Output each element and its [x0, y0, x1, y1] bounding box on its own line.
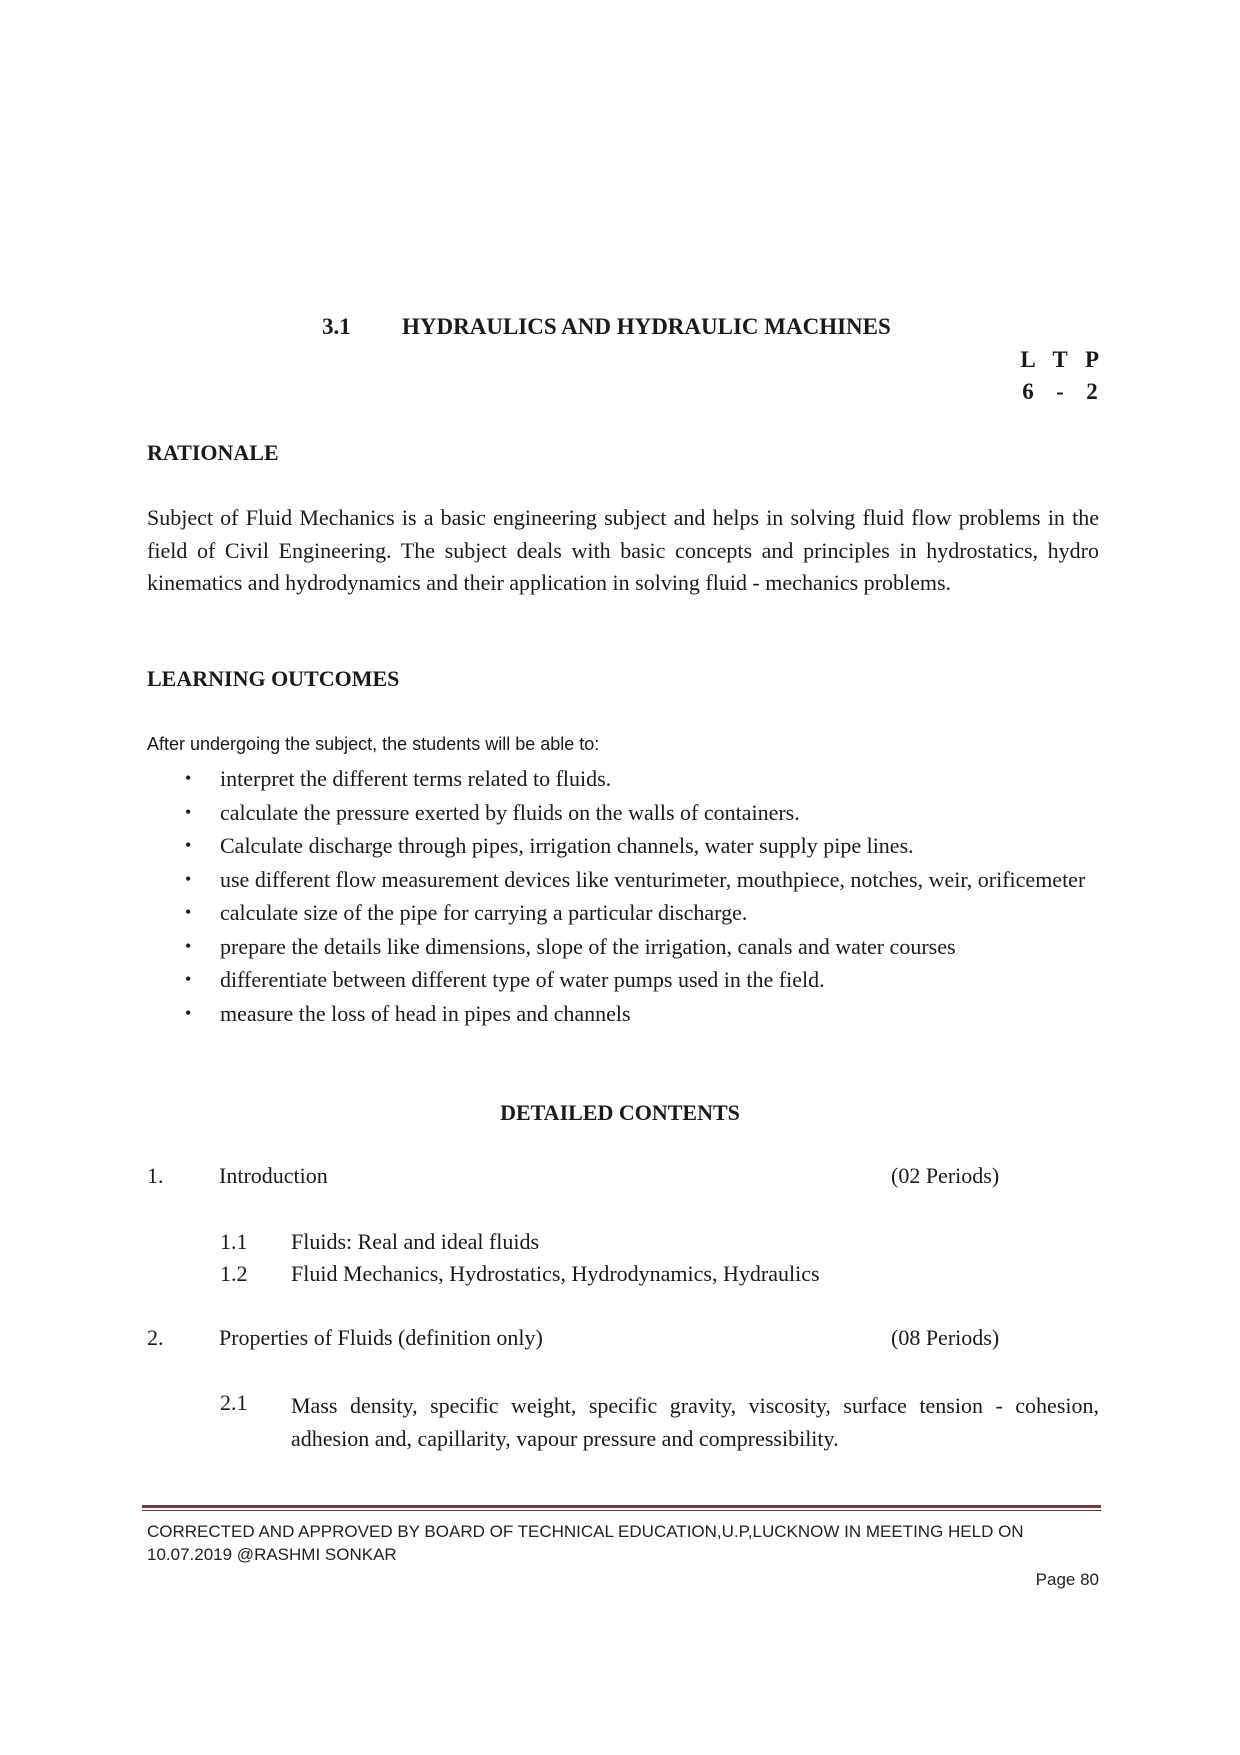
page-title — [322, 314, 891, 340]
bullet-icon: • — [185, 835, 192, 855]
bullet-icon: • — [185, 969, 192, 989]
bullet-icon: • — [185, 1002, 192, 1023]
outcome-text: interpret the different terms related to fluids. — [220, 766, 612, 791]
list-item — [147, 829, 1099, 863]
ltp-value-l: 6 — [1022, 379, 1034, 404]
footer-divider — [142, 1505, 1101, 1508]
footer-note — [147, 1520, 1099, 1566]
list-item — [147, 796, 1099, 830]
section-periods: (02 Periods) — [891, 1163, 1000, 1188]
subsection-number: 1.1 — [220, 1229, 248, 1254]
section-title: Properties of Fluids (definition only) — [219, 1325, 543, 1350]
section-title: Introduction — [219, 1163, 328, 1188]
ltp-value-row — [1012, 376, 1108, 408]
outcome-text: calculate the pressure exerted by fluids on the walls of containers. — [220, 799, 800, 825]
subsection-number: 2.1 — [220, 1390, 248, 1415]
ltp-header-p: P — [1084, 347, 1100, 372]
outcome-text: Calculate discharge through pipes, irrigation channels, water supply pipe lines. — [220, 833, 914, 858]
subsection-number: 1.2 — [220, 1261, 248, 1286]
list-item — [147, 762, 1099, 796]
learning-outcomes-heading: LEARNING OUTCOMES — [147, 666, 400, 691]
bullet-icon: • — [185, 801, 192, 822]
subsection-text: Fluids: Real and ideal fluids — [291, 1229, 540, 1254]
subject-number: 3.1 — [322, 314, 351, 339]
bullet-icon: • — [185, 935, 192, 956]
section-periods: (08 Periods) — [891, 1325, 1000, 1350]
detailed-contents-heading: DETAILED CONTENTS — [500, 1100, 740, 1125]
ltp-value-p: 2 — [1086, 379, 1098, 404]
ltp-value-t: - — [1056, 379, 1064, 404]
list-item — [147, 896, 1099, 930]
ltp-header-t: T — [1052, 347, 1068, 372]
subsection-text: Mass density, specific weight, specific gravity, viscosity, surface tension - cohesion, adhesion and, capillarity, vapour pressure and compressibility. — [291, 1393, 1099, 1451]
footer-line-2: 10.07.2019 @RASHMI SONKAR — [147, 1545, 397, 1564]
list-item — [147, 930, 1099, 964]
outcome-text: calculate size of the pipe for carrying a particular discharge. — [220, 900, 748, 925]
subsection-text: Fluid Mechanics, Hydrostatics, Hydrodynamics, Hydraulics — [291, 1261, 820, 1286]
outcome-text: differentiate between different type of water pumps used in the field. — [220, 967, 825, 992]
subject-title: HYDRAULICS AND HYDRAULIC MACHINES — [402, 314, 891, 339]
learning-outcomes-list — [147, 762, 1099, 1030]
outcome-text: prepare the details like dimensions, slope of the irrigation, canals and water courses — [220, 933, 956, 959]
rationale-text: Subject of Fluid Mechanics is a basic engineering subject and helps in solving fluid flow problems in the field of Civil Engineering. The subject deals with basic concepts and principles in hydrostatics, hydro kinematics and hydrodynamics and their application in solving fluid - mechanics problems. — [147, 505, 1099, 595]
list-item — [147, 863, 1099, 897]
outcome-text: use different flow measurement devices like venturimeter, mouthpiece, notches, weir, orificemeter — [220, 866, 1086, 892]
list-item — [147, 963, 1099, 997]
rationale-heading: RATIONALE — [147, 440, 279, 465]
bullet-icon: • — [185, 868, 192, 889]
section-number: 1. — [147, 1163, 164, 1188]
bullet-icon: • — [185, 902, 192, 922]
learning-outcomes-intro: After undergoing the subject, the students will be able to: — [147, 734, 600, 754]
list-item — [147, 997, 1099, 1031]
page-number: Page 80 — [1035, 1570, 1099, 1589]
ltp-table — [1012, 344, 1108, 408]
ltp-header-row — [1012, 344, 1108, 376]
section-number: 2. — [147, 1325, 164, 1350]
ltp-header-l: L — [1020, 347, 1036, 372]
bullet-icon: • — [185, 768, 192, 788]
outcome-text: measure the loss of head in pipes and channels — [220, 1000, 631, 1026]
footer-divider-thin — [142, 1510, 1101, 1511]
footer-line-1: CORRECTED AND APPROVED BY BOARD OF TECHNICAL EDUCATION,U.P,LUCKNOW IN MEETING HELD ON — [147, 1522, 1024, 1541]
